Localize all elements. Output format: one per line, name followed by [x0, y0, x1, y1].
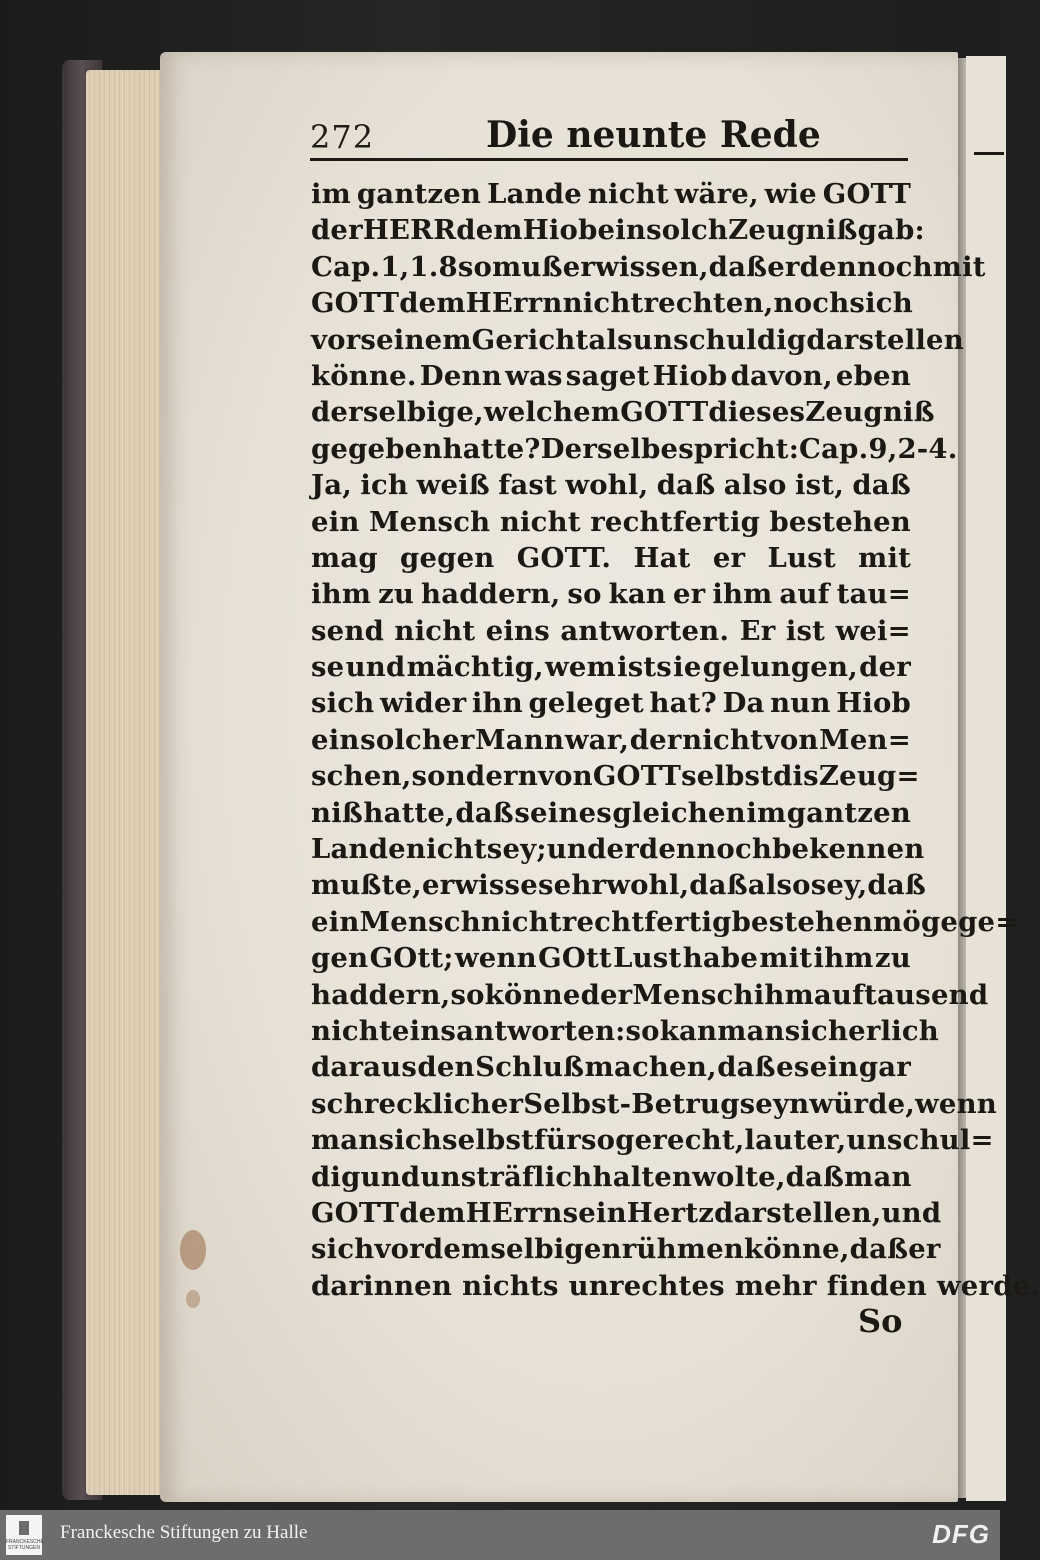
- text-word: Hat: [633, 541, 691, 574]
- text-word: GOTT.: [516, 541, 612, 574]
- text-word: eins: [485, 614, 550, 647]
- text-word: dig: [311, 1160, 361, 1193]
- text-line: [311, 212, 925, 248]
- text-word: sich: [311, 1233, 375, 1266]
- text-word: seinem: [360, 323, 472, 356]
- text-word: geleget: [528, 687, 644, 720]
- catchword: So: [858, 1302, 903, 1340]
- text-word: solch: [646, 214, 729, 247]
- text-word: daß: [849, 1233, 909, 1266]
- text-word: wissen,: [595, 250, 709, 283]
- text-word: daß: [717, 1051, 776, 1084]
- text-word: haddern,: [421, 578, 561, 611]
- text-word: eins: [391, 1014, 457, 1047]
- text-word: ihm: [712, 578, 773, 611]
- header-rule: [310, 158, 908, 161]
- text-word: könne.: [311, 359, 417, 392]
- text-word: der: [580, 978, 633, 1011]
- text-word: nicht: [394, 614, 476, 647]
- logo-emblem-icon: [19, 1521, 29, 1535]
- text-line: [311, 285, 911, 321]
- text-word: dis: [773, 760, 819, 793]
- text-word: nicht: [405, 833, 487, 866]
- logo-text: FRANCKESCHE STIFTUNGEN: [6, 1539, 44, 1551]
- text-word: Gericht: [471, 323, 589, 356]
- text-word: ie: [673, 651, 702, 684]
- text-word: wenn: [454, 942, 537, 975]
- text-word: solcher: [360, 723, 475, 756]
- text-line: [311, 1049, 911, 1085]
- text-word: so: [567, 578, 602, 611]
- text-word: Hiob: [836, 687, 911, 720]
- text-word: könne: [484, 978, 581, 1011]
- text-word: dem: [399, 1196, 466, 1229]
- text-word: ihm: [753, 978, 814, 1011]
- text-word: sicherlich: [784, 1014, 940, 1047]
- text-word: mächtig,: [406, 651, 544, 684]
- text-word: nun: [770, 687, 831, 720]
- text-line: [311, 758, 920, 794]
- text-word: habe: [682, 942, 759, 975]
- text-word: 8: [438, 250, 458, 283]
- text-word: nicht: [587, 178, 669, 210]
- text-word: gleichen: [612, 796, 746, 829]
- text-word: unschul=: [846, 1124, 994, 1157]
- text-word: unrechtes: [568, 1269, 725, 1302]
- text-word: ich: [360, 469, 409, 502]
- text-line: [311, 576, 911, 612]
- text-word: fast: [498, 469, 557, 502]
- text-line: [311, 1122, 994, 1158]
- text-word: daß: [867, 869, 926, 902]
- text-word: Da: [722, 687, 765, 720]
- text-word: sondern: [411, 760, 538, 793]
- text-word: nicht: [480, 905, 562, 938]
- text-line: [311, 1013, 940, 1049]
- institution-name: Franckesche Stiftungen zu Halle: [60, 1522, 308, 1543]
- text-word: er: [908, 1233, 941, 1266]
- text-word: sich: [849, 287, 913, 320]
- text-word: ein: [809, 1051, 859, 1084]
- text-word: ist: [785, 614, 826, 647]
- text-word: Zeugniß: [728, 214, 858, 247]
- text-word: Cap.: [799, 432, 869, 465]
- text-word: er: [421, 869, 455, 902]
- text-word: gegen: [400, 541, 495, 574]
- text-word: wider: [380, 687, 467, 720]
- text-word: er: [712, 541, 746, 574]
- text-word: würde,: [809, 1087, 916, 1120]
- text-word: was: [505, 359, 563, 392]
- text-word: 9,: [868, 432, 898, 465]
- text-line: [311, 613, 911, 649]
- text-word: halten: [592, 1160, 693, 1193]
- text-word: Mensch: [369, 505, 491, 538]
- text-word: ihn: [471, 687, 523, 720]
- text-word: GOTT: [311, 287, 400, 320]
- text-line: [311, 977, 989, 1013]
- text-word: im: [746, 796, 787, 829]
- text-word: darinnen: [311, 1269, 453, 1302]
- page-stain: [186, 1290, 200, 1308]
- text-word: rühmen: [621, 1233, 744, 1266]
- text-word: gantzen: [356, 178, 482, 210]
- text-line: [311, 867, 926, 903]
- text-word: GOTT: [592, 760, 682, 793]
- text-line: [311, 685, 911, 721]
- text-word: mehr: [734, 1269, 817, 1302]
- text-word: dem: [399, 287, 466, 320]
- text-word: gerecht,: [615, 1124, 745, 1157]
- text-word: auf: [779, 578, 830, 611]
- text-word: davon,: [730, 359, 833, 392]
- text-word: unsträflich: [420, 1160, 593, 1193]
- text-word: er: [562, 250, 596, 283]
- text-word: selbst: [681, 760, 774, 793]
- text-word: ge=: [958, 905, 1019, 938]
- text-word: ein: [311, 505, 360, 538]
- text-line: [311, 1195, 942, 1231]
- text-word: schrecklicher: [311, 1087, 524, 1120]
- text-line: [311, 249, 986, 285]
- text-word: daraus: [311, 1051, 418, 1084]
- next-page-rule: [974, 152, 1004, 155]
- text-word: ists: [617, 651, 672, 684]
- text-word: selbst: [441, 1124, 535, 1157]
- text-word: ein: [311, 905, 360, 938]
- text-word: und: [345, 651, 406, 684]
- text-word: möge: [873, 905, 959, 938]
- text-word: und: [546, 833, 607, 866]
- text-word: Mensch: [632, 978, 754, 1011]
- text-line: [311, 1231, 941, 1267]
- text-word: daß: [455, 796, 514, 829]
- text-word: so: [457, 250, 493, 283]
- text-word: kan: [659, 1014, 718, 1047]
- text-word: war,: [564, 723, 630, 756]
- text-word: Schluß: [475, 1051, 585, 1084]
- text-word: sich: [378, 1124, 442, 1157]
- text-word: werde.: [936, 1269, 1040, 1302]
- text-word: Derselbe: [540, 432, 679, 465]
- text-word: antworten:: [456, 1014, 626, 1047]
- text-word: noch: [773, 287, 850, 320]
- text-word: demselbigen: [423, 1233, 622, 1266]
- text-word: bekennen: [772, 833, 925, 866]
- text-word: im: [311, 178, 351, 210]
- text-word: vor: [374, 1233, 424, 1266]
- text-word: nicht: [499, 505, 581, 538]
- text-word: eben: [835, 359, 911, 392]
- text-word: könne,: [744, 1233, 850, 1266]
- text-word: der: [859, 651, 911, 684]
- text-word: daß: [656, 469, 716, 502]
- text-line: [311, 467, 911, 503]
- text-word: der: [311, 214, 363, 247]
- text-line: [311, 431, 958, 467]
- text-word: wohl,: [565, 469, 649, 502]
- text-line: [311, 904, 1019, 940]
- text-word: gar: [858, 1051, 911, 1084]
- text-word: Hiob: [652, 359, 728, 392]
- text-word: Hiob: [522, 214, 598, 247]
- text-word: schen,: [311, 760, 412, 793]
- text-word: gelungen,: [702, 651, 858, 684]
- text-word: so: [580, 1124, 616, 1157]
- page-number: 272: [310, 118, 375, 156]
- text-word: mit: [932, 250, 986, 283]
- text-word: er: [672, 578, 706, 611]
- text-word: ihm: [813, 942, 874, 975]
- text-word: nicht: [682, 723, 764, 756]
- text-word: so: [450, 978, 485, 1011]
- text-word: ein: [311, 723, 360, 756]
- text-word: zu: [378, 578, 415, 611]
- text-word: sey;: [486, 833, 547, 866]
- text-word: Mensch: [359, 905, 481, 938]
- text-line: [311, 176, 911, 212]
- text-line: [311, 358, 911, 394]
- text-word: tau=: [836, 578, 911, 611]
- text-word: ein: [597, 214, 647, 247]
- text-word: für: [534, 1124, 581, 1157]
- running-head: Die neunte Rede: [486, 114, 821, 156]
- text-word: se: [311, 651, 345, 684]
- text-word: bestehen: [769, 505, 911, 538]
- text-word: Lande: [311, 833, 406, 866]
- text-word: dennoch: [638, 833, 773, 866]
- text-word: GOtt;: [369, 942, 454, 975]
- text-word: daß: [689, 869, 748, 902]
- body-text: [311, 176, 1040, 1304]
- text-word: finden: [826, 1269, 927, 1302]
- page-stain: [180, 1230, 206, 1270]
- text-word: saget: [565, 359, 650, 392]
- text-line: [311, 322, 964, 358]
- text-word: gab:: [857, 214, 925, 247]
- text-word: also: [723, 469, 787, 502]
- text-word: wisse: [454, 869, 538, 902]
- text-word: gantzen: [786, 796, 911, 829]
- text-word: wohl,: [606, 869, 690, 902]
- text-word: sich: [311, 687, 375, 720]
- text-word: vor: [311, 323, 361, 356]
- text-word: hatte,: [363, 796, 455, 829]
- text-word: rechtfertig: [561, 905, 732, 938]
- text-line: [311, 394, 935, 430]
- text-word: Zeug=: [818, 760, 920, 793]
- text-word: ist,: [794, 469, 844, 502]
- text-word: der: [629, 723, 682, 756]
- text-word: nicht: [311, 1014, 392, 1047]
- text-word: wie: [764, 178, 817, 210]
- text-word: als: [588, 323, 633, 356]
- text-word: wem: [545, 651, 616, 684]
- text-line: [311, 1159, 911, 1195]
- text-word: bestehen: [731, 905, 874, 938]
- page-header: [310, 112, 910, 156]
- text-word: wäre,: [674, 178, 759, 210]
- text-word: den: [417, 1051, 475, 1084]
- institution-logo: [6, 1515, 42, 1555]
- text-word: mit: [858, 541, 911, 574]
- text-word: Zeugniß: [805, 396, 935, 429]
- text-word: Selbst-Betrug: [523, 1087, 740, 1120]
- text-word: man: [311, 1124, 379, 1157]
- text-word: man: [717, 1014, 785, 1047]
- text-word: sey,: [810, 869, 868, 902]
- text-word: rechten,: [643, 287, 774, 320]
- text-word: wenn: [915, 1087, 998, 1120]
- text-word: send: [311, 614, 385, 647]
- text-word: sein: [562, 1196, 627, 1229]
- text-word: darstellen,: [714, 1196, 882, 1229]
- text-word: Lust: [613, 942, 682, 975]
- text-word: und: [881, 1196, 942, 1229]
- text-word: GOTT: [311, 1196, 400, 1229]
- text-word: sehr: [537, 869, 607, 902]
- text-word: wolte,: [692, 1160, 786, 1193]
- text-word: Mann: [475, 723, 565, 756]
- text-line: [311, 831, 925, 867]
- text-word: niß: [311, 796, 363, 829]
- text-word: nichts: [462, 1269, 559, 1302]
- text-word: 1.: [409, 250, 439, 283]
- text-word: dieses: [708, 396, 806, 429]
- dfg-logo: DFG: [932, 1519, 990, 1549]
- text-word: Ja,: [311, 469, 353, 502]
- text-word: er: [606, 833, 639, 866]
- text-word: mit: [759, 942, 813, 975]
- text-word: HErrn: [465, 287, 563, 320]
- text-word: Lust: [767, 541, 836, 574]
- text-word: 2-4.: [897, 432, 958, 465]
- text-word: derselbige,: [311, 396, 484, 429]
- text-word: gen: [311, 942, 369, 975]
- text-word: wei=: [835, 614, 911, 647]
- text-line: [311, 940, 911, 976]
- text-line: [311, 504, 911, 540]
- text-word: daß: [852, 469, 911, 502]
- text-word: hat?: [649, 687, 717, 720]
- text-word: haddern,: [311, 978, 451, 1011]
- text-word: nicht: [562, 287, 644, 320]
- text-word: also: [747, 869, 811, 902]
- text-word: unschuldig: [632, 323, 807, 356]
- text-word: daß: [785, 1160, 845, 1193]
- text-word: HErrn: [465, 1196, 563, 1229]
- text-word: Er: [739, 614, 776, 647]
- text-word: weiß: [416, 469, 490, 502]
- text-word: ihm: [311, 578, 372, 611]
- text-line: [311, 795, 911, 831]
- text-word: rechtfertig: [590, 505, 761, 538]
- text-word: man: [844, 1160, 912, 1193]
- text-word: kan: [608, 578, 667, 611]
- text-word: seyn: [739, 1087, 810, 1120]
- text-word: so: [625, 1014, 660, 1047]
- text-word: hatte?: [442, 432, 541, 465]
- text-word: Lande: [487, 178, 582, 210]
- text-word: mag: [311, 541, 378, 574]
- text-word: tausend: [864, 978, 989, 1011]
- text-word: es: [776, 1051, 810, 1084]
- text-word: 1,: [380, 250, 410, 283]
- text-line: [311, 722, 911, 758]
- text-word: zu: [874, 942, 911, 975]
- text-word: darstellen: [806, 323, 964, 356]
- text-word: und: [360, 1160, 421, 1193]
- text-word: Men=: [819, 723, 911, 756]
- text-line: [311, 1086, 998, 1122]
- footer-bar: [0, 1510, 1000, 1560]
- text-word: spricht:: [678, 432, 800, 465]
- text-word: daß: [708, 250, 768, 283]
- text-word: lauter,: [744, 1124, 847, 1157]
- text-line: [311, 649, 911, 685]
- text-word: mußte,: [311, 869, 422, 902]
- text-word: gegeben: [311, 432, 443, 465]
- text-word: von: [763, 723, 819, 756]
- text-word: Hertz: [626, 1196, 715, 1229]
- text-word: GOTT: [822, 178, 911, 210]
- text-word: GOTT: [620, 396, 709, 429]
- text-word: muß: [492, 250, 563, 283]
- text-word: von: [537, 760, 593, 793]
- text-word: seines: [514, 796, 612, 829]
- text-word: dennoch: [799, 250, 933, 283]
- text-word: Cap.: [311, 250, 381, 283]
- text-word: HERR: [362, 214, 457, 247]
- text-word: er: [767, 250, 800, 283]
- text-word: auf: [813, 978, 865, 1011]
- text-line: [311, 540, 911, 576]
- text-word: antworten.: [560, 614, 730, 647]
- text-word: Denn: [419, 359, 502, 392]
- text-word: welchem: [483, 396, 621, 429]
- text-word: machen,: [584, 1051, 717, 1084]
- text-word: GOtt: [538, 942, 612, 975]
- text-word: dem: [456, 214, 523, 247]
- text-line: [311, 1268, 1040, 1304]
